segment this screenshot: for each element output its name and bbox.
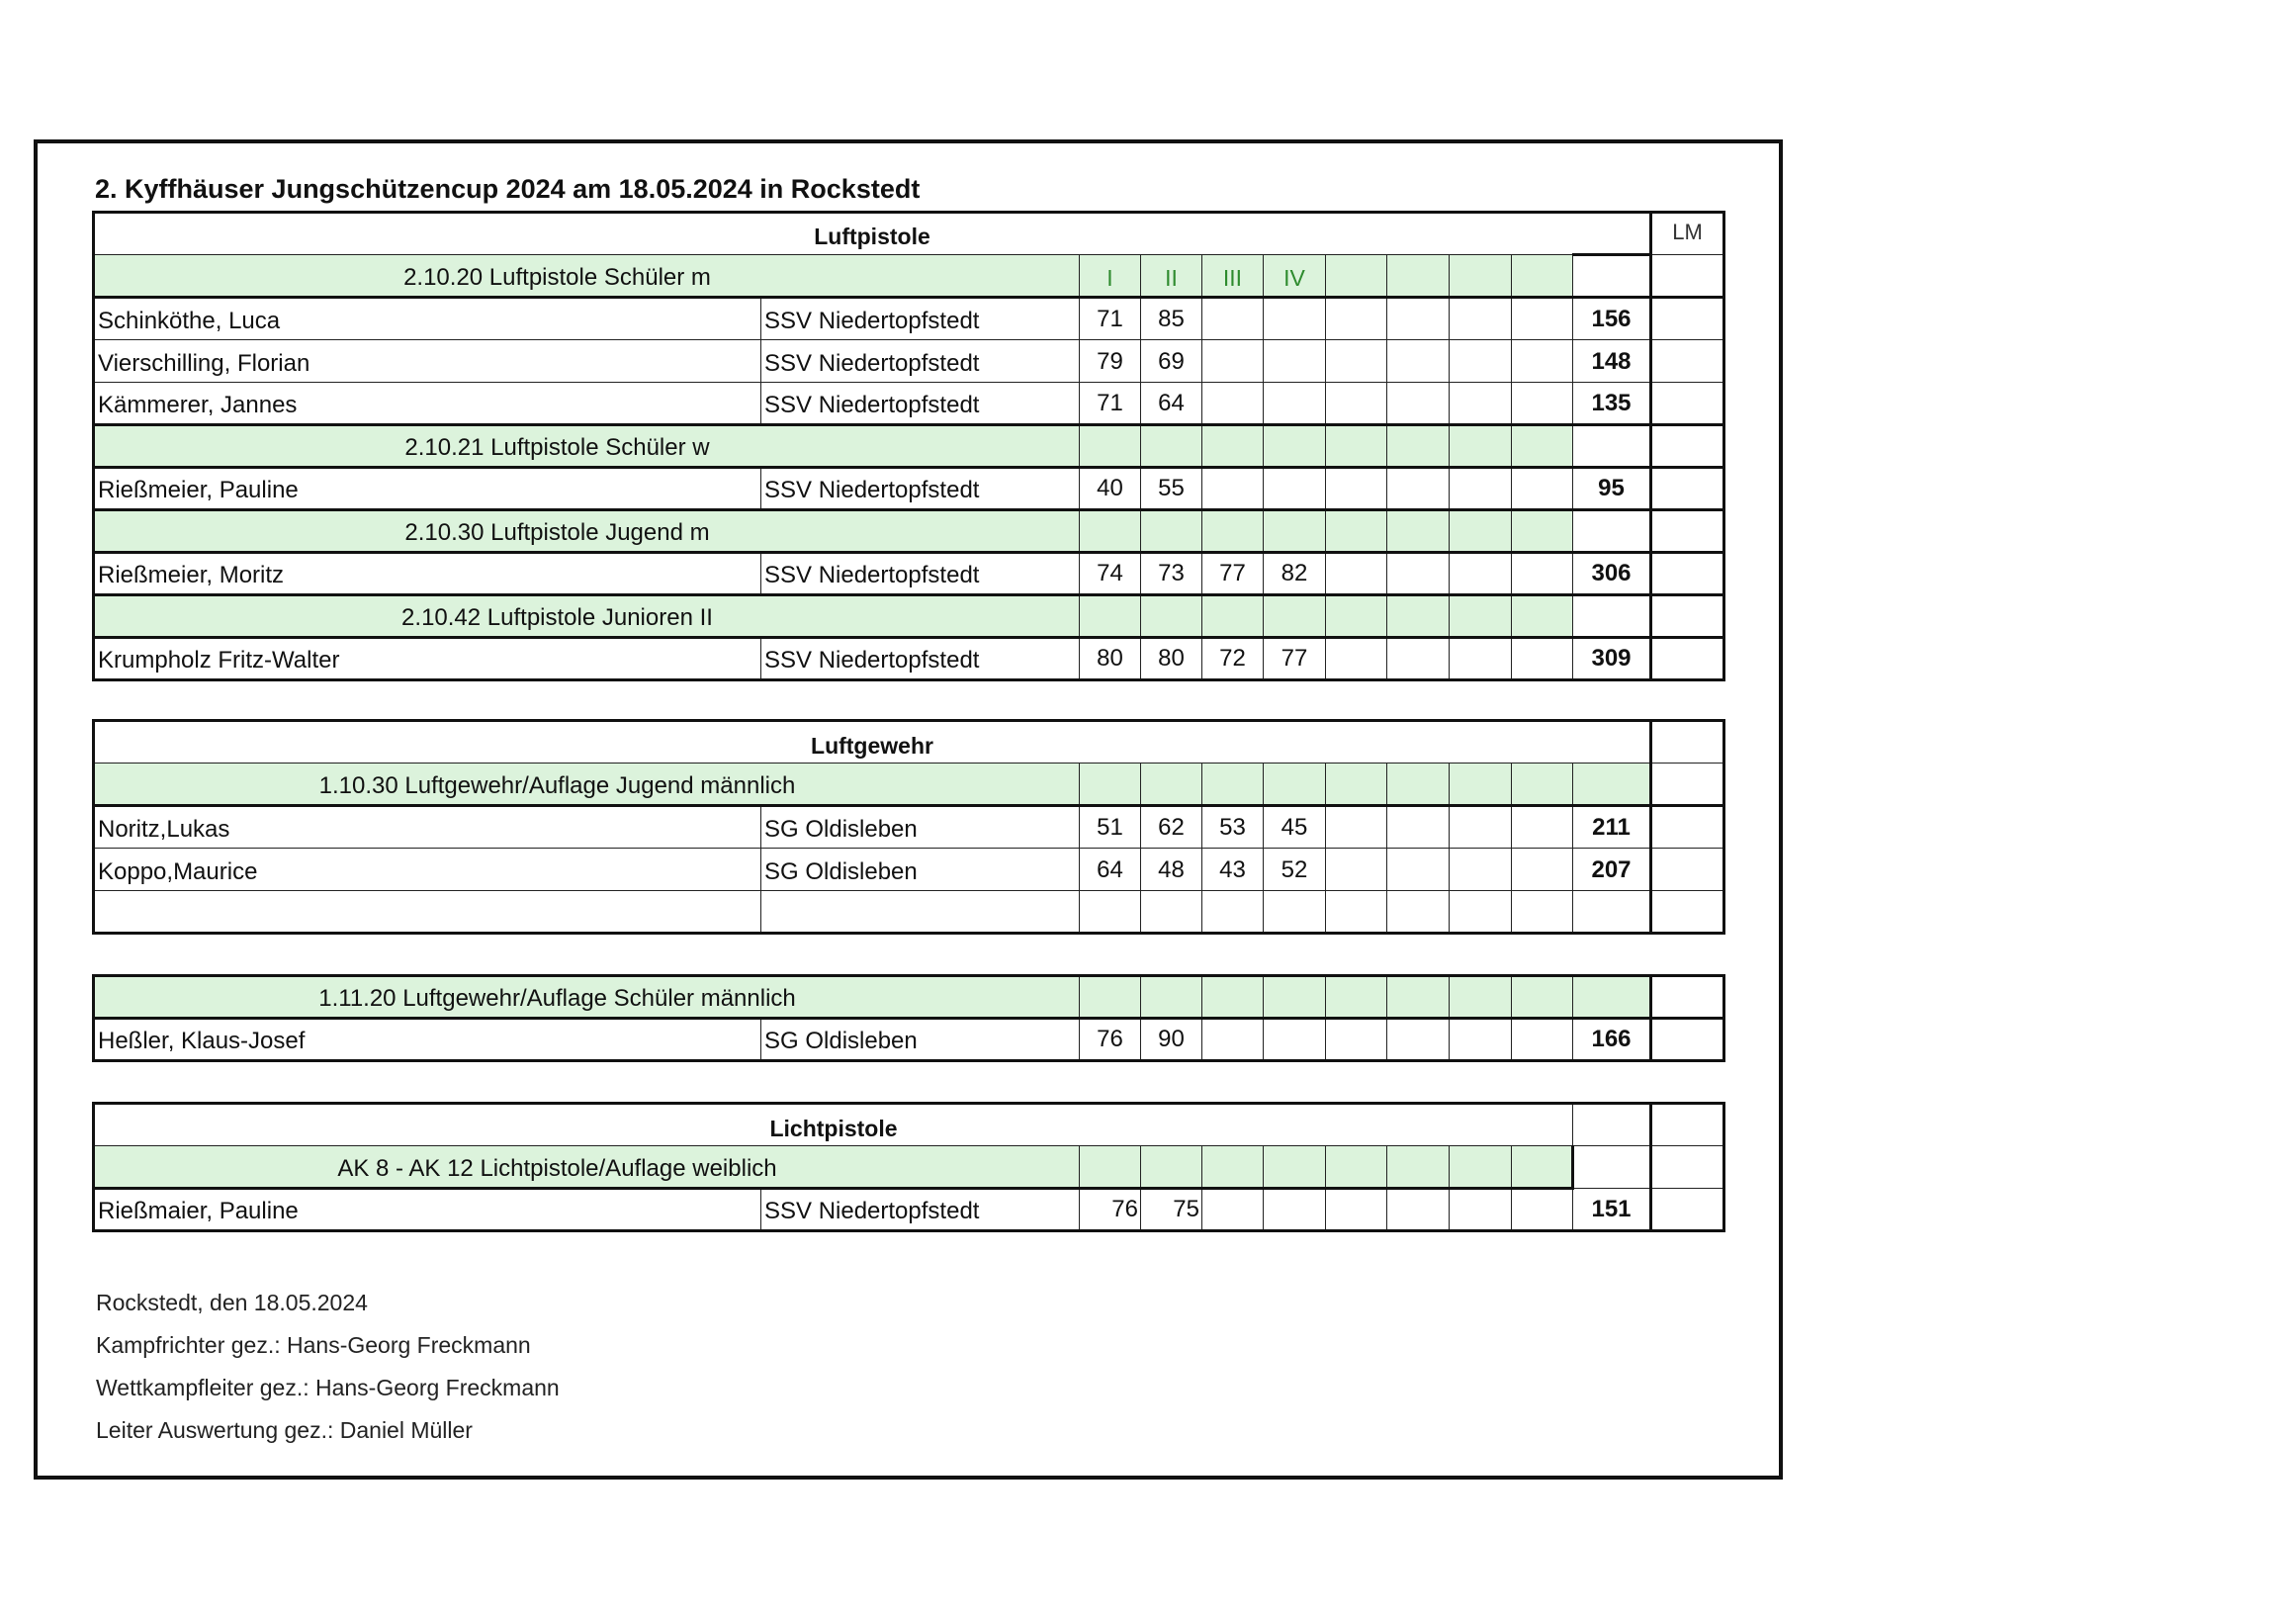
category-label: AK 8 - AK 12 Lichtpistole/Auflage weiblich xyxy=(94,1146,1080,1189)
category-row xyxy=(94,1146,1724,1189)
table-row xyxy=(94,553,1724,595)
category-label: 1.10.30 Luftgewehr/Auflage Jugend männlich xyxy=(94,764,1080,806)
table-row xyxy=(94,638,1724,680)
shooter-club: SSV Niedertopfstedt xyxy=(761,340,1080,383)
shooter-name: Rießmeier, Moritz xyxy=(94,553,761,595)
score-round-3 xyxy=(1202,1189,1264,1231)
score-round-2: 90 xyxy=(1141,1019,1202,1061)
section-heading-lichtpistole: Lichtpistole xyxy=(94,1104,1573,1146)
score-round-3 xyxy=(1202,1019,1264,1061)
shooter-name: Noritz,Lukas xyxy=(94,806,761,849)
score-round-1: 40 xyxy=(1080,468,1141,510)
category-row xyxy=(94,595,1724,638)
score-round-4: 45 xyxy=(1264,806,1326,849)
table-row xyxy=(94,849,1724,891)
section-heading-luftpistole: Luftpistole xyxy=(94,213,1651,255)
score-round-2: 75 xyxy=(1141,1189,1202,1231)
footer-wettkampfleiter: Wettkampfleiter gez.: Hans-Georg Freckmann xyxy=(96,1375,560,1400)
score-round-2: 55 xyxy=(1141,468,1202,510)
table-row xyxy=(94,298,1724,340)
score-total: 211 xyxy=(1573,806,1651,849)
document-title: 2. Kyffhäuser Jungschützencup 2024 am 18.05.2024 in Rockstedt xyxy=(95,174,921,204)
score-round-3 xyxy=(1202,383,1264,425)
shooter-club: SG Oldisleben xyxy=(761,849,1080,891)
shooter-club: SG Oldisleben xyxy=(761,1019,1080,1061)
round-label-4: IV xyxy=(1264,255,1326,298)
table-row-empty xyxy=(94,891,1724,934)
category-row xyxy=(94,255,1724,298)
footer-place-date: Rockstedt, den 18.05.2024 xyxy=(96,1290,368,1315)
category-row xyxy=(94,425,1724,468)
table-row xyxy=(94,806,1724,849)
score-round-4: 52 xyxy=(1264,849,1326,891)
shooter-name: Vierschilling, Florian xyxy=(94,340,761,383)
score-round-3 xyxy=(1202,468,1264,510)
lichtpistole-table xyxy=(92,1102,1725,1232)
shooter-name: Rießmeier, Pauline xyxy=(94,468,761,510)
score-total: 309 xyxy=(1573,638,1651,680)
section-heading-luftgewehr: Luftgewehr xyxy=(94,721,1651,764)
luftgewehr-table xyxy=(92,719,1725,935)
round-label-2: II xyxy=(1141,255,1202,298)
score-round-4 xyxy=(1264,298,1326,340)
shooter-club: SSV Niedertopfstedt xyxy=(761,553,1080,595)
shooter-club: SSV Niedertopfstedt xyxy=(761,383,1080,425)
score-round-1: 76 xyxy=(1080,1019,1141,1061)
score-round-4 xyxy=(1264,383,1326,425)
shooter-name: Heßler, Klaus-Josef xyxy=(94,1019,761,1061)
category-label: 1.11.20 Luftgewehr/Auflage Schüler männlich xyxy=(94,976,1080,1019)
score-round-1: 64 xyxy=(1080,849,1141,891)
category-row xyxy=(94,764,1724,806)
category-label: 2.10.20 Luftpistole Schüler m xyxy=(94,255,1080,298)
category-label: 2.10.30 Luftpistole Jugend m xyxy=(94,510,1080,553)
score-round-2: 62 xyxy=(1141,806,1202,849)
luftgewehr-schueler-table xyxy=(92,974,1725,1062)
shooter-name: Krumpholz Fritz-Walter xyxy=(94,638,761,680)
score-round-4 xyxy=(1264,1019,1326,1061)
shooter-name: Schinköthe, Luca xyxy=(94,298,761,340)
score-round-2: 64 xyxy=(1141,383,1202,425)
score-round-1: 71 xyxy=(1080,298,1141,340)
score-round-3: 77 xyxy=(1202,553,1264,595)
score-total: 156 xyxy=(1573,298,1651,340)
score-round-2: 48 xyxy=(1141,849,1202,891)
table-row xyxy=(94,383,1724,425)
table-row xyxy=(94,340,1724,383)
score-round-4: 82 xyxy=(1264,553,1326,595)
category-row xyxy=(94,510,1724,553)
lm-header: LM xyxy=(1651,213,1724,255)
shooter-club: SSV Niedertopfstedt xyxy=(761,638,1080,680)
score-round-3 xyxy=(1202,298,1264,340)
score-round-3: 53 xyxy=(1202,806,1264,849)
score-round-1: 71 xyxy=(1080,383,1141,425)
score-total: 135 xyxy=(1573,383,1651,425)
table-row xyxy=(94,1019,1724,1061)
shooter-name: Koppo,Maurice xyxy=(94,849,761,891)
footer-kampfrichter: Kampfrichter gez.: Hans-Georg Freckmann xyxy=(96,1332,531,1358)
score-round-4 xyxy=(1264,340,1326,383)
score-total: 166 xyxy=(1573,1019,1651,1061)
score-total: 148 xyxy=(1573,340,1651,383)
round-label-1: I xyxy=(1080,255,1141,298)
shooter-club: SSV Niedertopfstedt xyxy=(761,468,1080,510)
score-round-1: 51 xyxy=(1080,806,1141,849)
score-round-3: 72 xyxy=(1202,638,1264,680)
table-row xyxy=(94,468,1724,510)
shooter-club: SSV Niedertopfstedt xyxy=(761,1189,1080,1231)
score-round-1: 79 xyxy=(1080,340,1141,383)
shooter-club: SSV Niedertopfstedt xyxy=(761,298,1080,340)
score-round-2: 80 xyxy=(1141,638,1202,680)
category-row xyxy=(94,976,1724,1019)
shooter-name: Kämmerer, Jannes xyxy=(94,383,761,425)
score-round-4: 77 xyxy=(1264,638,1326,680)
category-label: 2.10.21 Luftpistole Schüler w xyxy=(94,425,1080,468)
round-label-3: III xyxy=(1202,255,1264,298)
score-round-1: 80 xyxy=(1080,638,1141,680)
score-round-1: 76 xyxy=(1080,1189,1141,1231)
category-label: 2.10.42 Luftpistole Junioren II xyxy=(94,595,1080,638)
footer-auswertung: Leiter Auswertung gez.: Daniel Müller xyxy=(96,1417,473,1443)
shooter-name: Rießmaier, Pauline xyxy=(94,1189,761,1231)
score-total: 207 xyxy=(1573,849,1651,891)
score-total: 306 xyxy=(1573,553,1651,595)
score-round-2: 73 xyxy=(1141,553,1202,595)
luftpistole-table xyxy=(92,211,1725,681)
score-round-2: 85 xyxy=(1141,298,1202,340)
score-round-3: 43 xyxy=(1202,849,1264,891)
score-round-4 xyxy=(1264,468,1326,510)
score-round-1: 74 xyxy=(1080,553,1141,595)
score-round-3 xyxy=(1202,340,1264,383)
score-round-2: 69 xyxy=(1141,340,1202,383)
shooter-club: SG Oldisleben xyxy=(761,806,1080,849)
score-total: 151 xyxy=(1573,1189,1651,1231)
score-round-4 xyxy=(1264,1189,1326,1231)
table-row xyxy=(94,1189,1724,1231)
score-total: 95 xyxy=(1573,468,1651,510)
